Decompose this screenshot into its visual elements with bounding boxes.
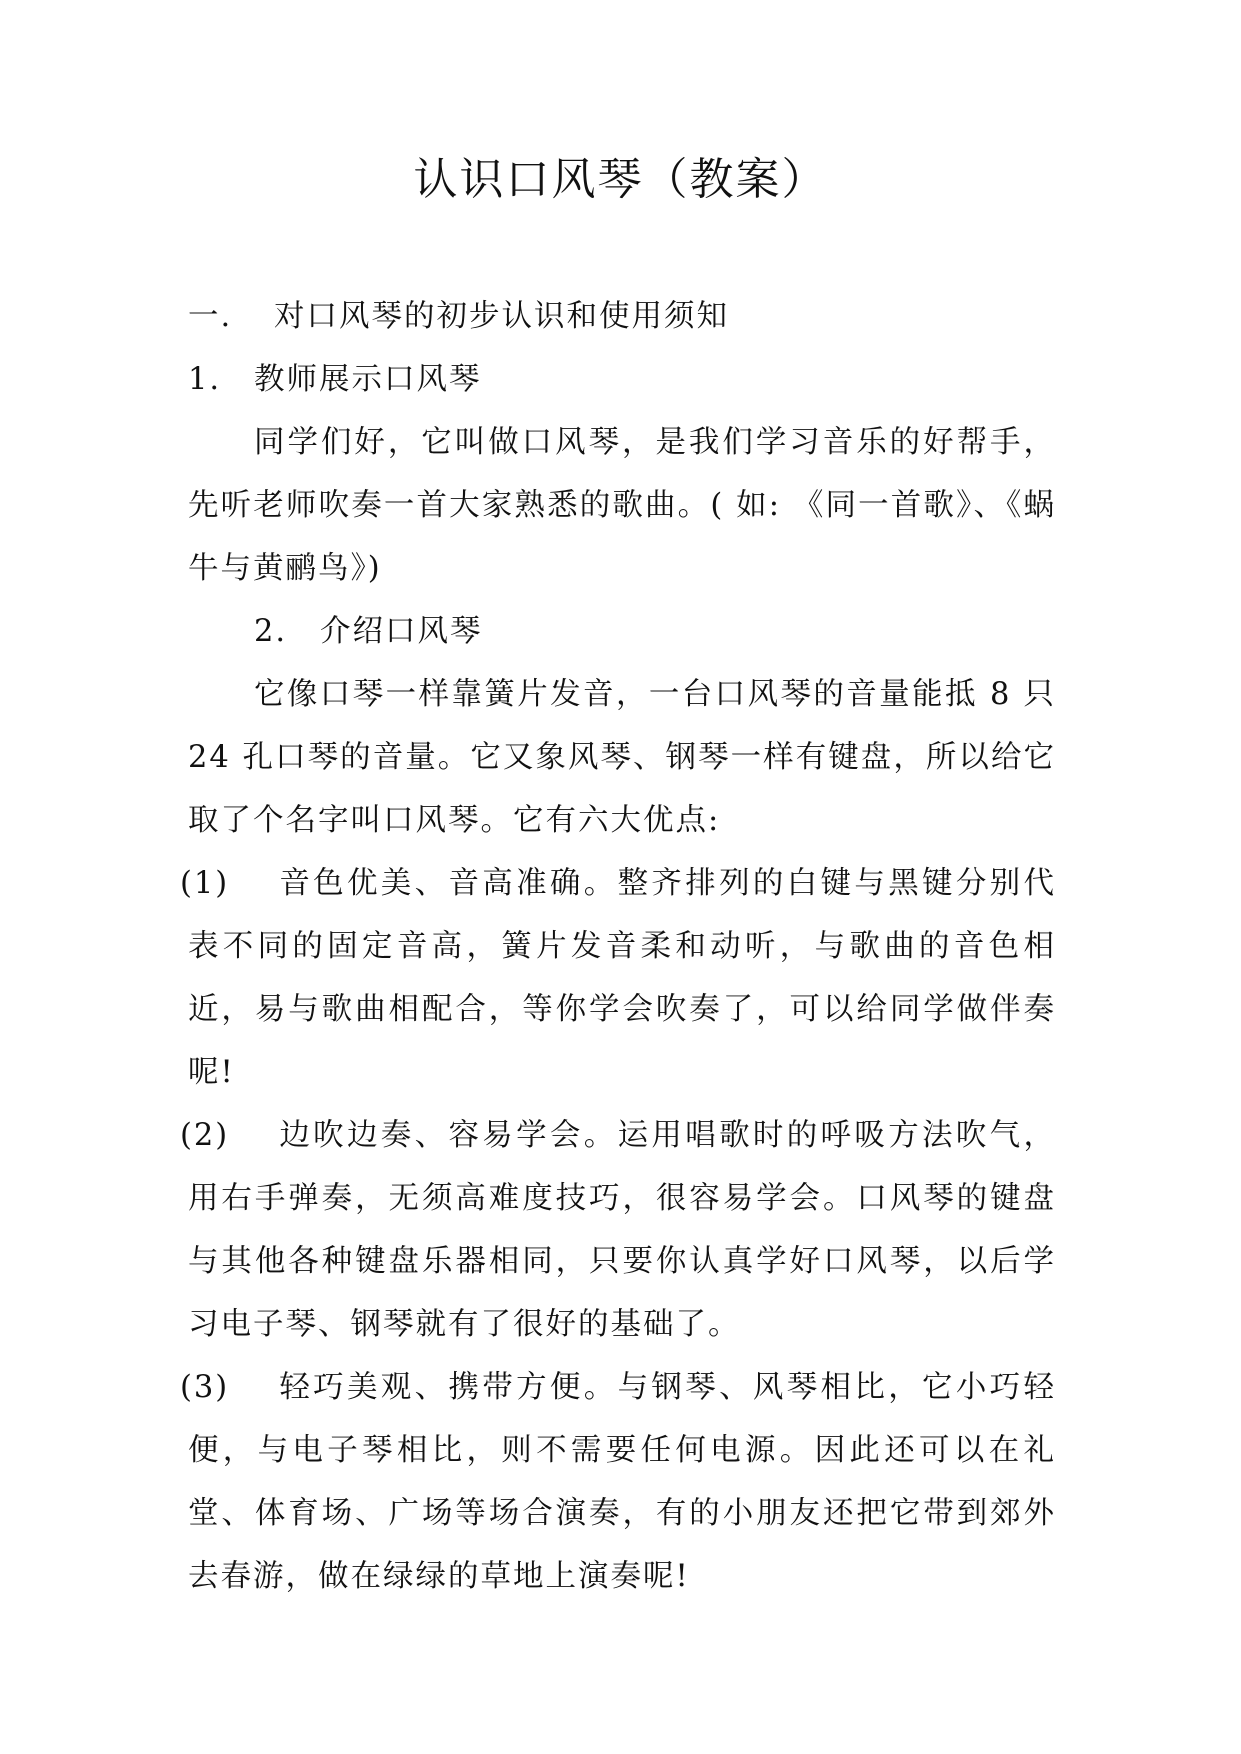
advantage-item	[180, 1104, 1056, 1356]
advantage-text: 边吹边奏、容易学会。运用唱歌时的呼吸方法吹气，用右手弹奏，无须高难度技巧，很容易学会。口风琴的键盘与其他各种键盘乐器相同，只要你认真学好口风琴，以后学习电子琴、钢琴就有了很好的基础了。	[188, 1118, 1056, 1342]
advantage-text: 轻巧美观、携带方便。与钢琴、风琴相比，它小巧轻便，与电子琴相比，则不需要任何电源。因此还可以在礼堂、体育场、广场等场合演奏，有的小朋友还把它带到郊外去春游，做在绿绿的草地上演奏呢!	[188, 1370, 1056, 1594]
section-heading	[188, 285, 1056, 348]
advantage-item	[180, 852, 1056, 1104]
item-marker: 1.	[188, 362, 222, 397]
document-body	[180, 285, 1056, 1608]
advantage-marker: (1)	[180, 866, 230, 901]
advantage-marker: (3)	[180, 1370, 230, 1405]
item-heading	[188, 600, 1056, 663]
advantage-marker: (2)	[180, 1118, 230, 1153]
section-heading-text: 对口风琴的初步认识和使用须知	[274, 299, 729, 334]
paragraph: 它像口琴一样靠簧片发音，一台口风琴的音量能抵 8 只 24 孔口琴的音量。它又象风琴、钢琴一样有键盘，所以给它取了个名字叫口风琴。它有六大优点:	[188, 677, 1056, 838]
advantage-text: 音色优美、音高准确。整齐排列的白键与黑键分别代表不同的固定音高，簧片发音柔和动听，与歌曲的音色相近，易与歌曲相配合，等你学会吹奏了，可以给同学做伴奏呢!	[188, 866, 1056, 1090]
item-heading	[188, 348, 1056, 411]
item-heading-text: 教师展示口风琴	[254, 362, 482, 397]
advantage-item	[180, 1356, 1056, 1608]
section-marker: 一.	[188, 299, 233, 334]
paragraph: 同学们好，它叫做口风琴，是我们学习音乐的好帮手，先听老师吹奏一首大家熟悉的歌曲。( 如: 《同一首歌》、《蜗牛与黄鹂鸟》)	[188, 425, 1056, 586]
document-title: 认识口风琴（教案）	[413, 154, 828, 205]
item-marker: 2.	[254, 614, 288, 649]
item-heading-text: 介绍口风琴	[320, 614, 483, 649]
